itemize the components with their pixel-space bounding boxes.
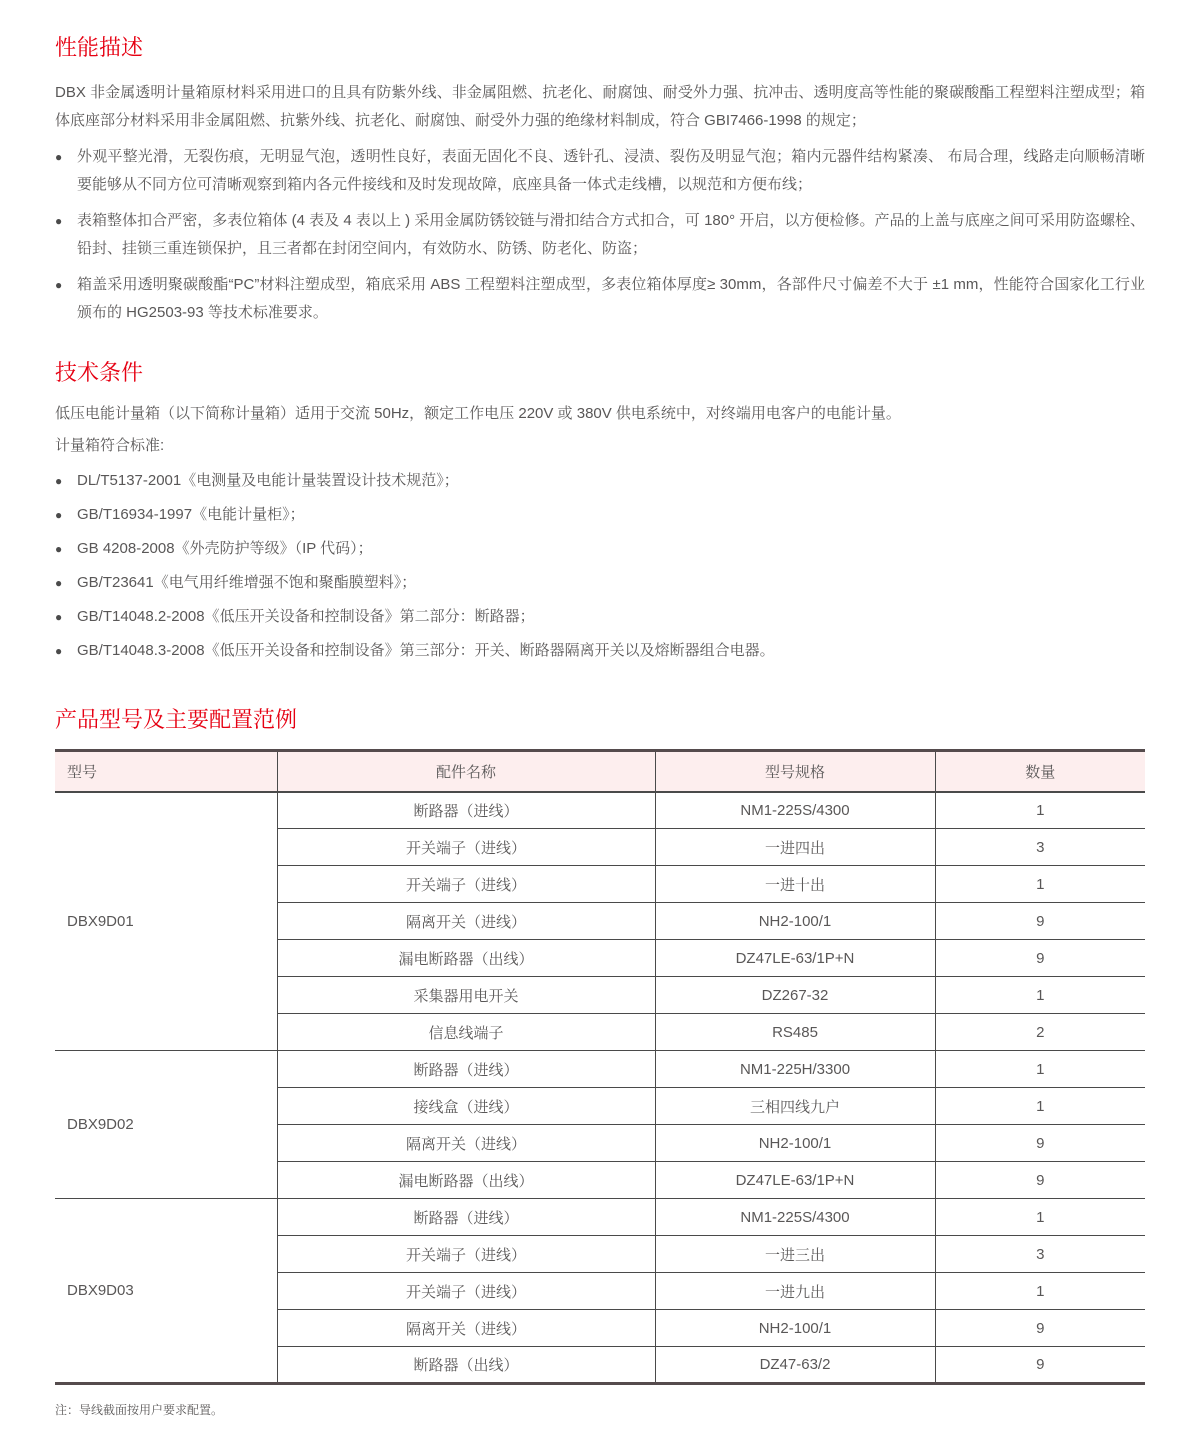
spec-cell: RS485 (655, 1014, 935, 1051)
spec-cell: 一进三出 (655, 1236, 935, 1273)
qty-cell: 1 (935, 866, 1145, 903)
standard-item (55, 464, 1145, 498)
spec-cell: NM1-225H/3300 (655, 1051, 935, 1088)
standard-item (55, 532, 1145, 566)
models-section-title: 产品型号及主要配置范例 (55, 707, 298, 732)
bullet-icon: ● (55, 576, 63, 590)
part-name-cell: 漏电断路器（出线） (277, 1162, 655, 1199)
spec-cell: NM1-225S/4300 (655, 792, 935, 829)
technical-paragraph: 低压电能计量箱（以下简称计量箱）适用于交流 50Hz，额定工作电压 220V 或 380V 供电系统中，对终端用电客户的电能计量。 (55, 405, 901, 422)
spec-cell: 一进十出 (655, 866, 935, 903)
part-name-cell: 断路器（进线） (277, 1051, 655, 1088)
table-body (55, 792, 1145, 1384)
spec-cell: DZ47LE-63/1P+N (655, 1162, 935, 1199)
model-cell: DBX9D01 (55, 792, 277, 1051)
standards-list (55, 464, 1145, 668)
table-row (55, 792, 1145, 829)
bullet-icon: ● (55, 508, 63, 522)
section-models (55, 704, 1145, 1418)
standard-item-text: GB/T16934-1997《电能计量柜》； (77, 506, 305, 523)
standard-item (55, 566, 1145, 600)
part-name-cell: 开关端子（进线） (277, 866, 655, 903)
spec-cell: DZ47-63/2 (655, 1347, 935, 1384)
part-name-cell: 隔离开关（进线） (277, 903, 655, 940)
bullet-icon: ● (55, 610, 63, 624)
part-name-cell: 开关端子（进线） (277, 1236, 655, 1273)
standard-item-text: GB/T23641《电气用纤维增强不饱和聚酯膜塑料》； (77, 574, 417, 591)
spec-cell: 三相四线九户 (655, 1088, 935, 1125)
qty-cell: 1 (935, 1273, 1145, 1310)
table-row (55, 1199, 1145, 1236)
model-cell: DBX9D02 (55, 1051, 277, 1199)
qty-cell: 9 (935, 1347, 1145, 1384)
spec-cell: NH2-100/1 (655, 1125, 935, 1162)
spec-cell: NM1-225S/4300 (655, 1199, 935, 1236)
standard-item-text: GB 4208-2008《外壳防护等级》（IP 代码）； (77, 540, 373, 557)
part-name-cell: 隔离开关（进线） (277, 1125, 655, 1162)
performance-bullet-text: 箱盖采用透明聚碳酸酯“PC”材料注塑成型，箱底采用 ABS 工程塑料注塑成型，多表位箱体厚度≥ 30mm，各部件尺寸偏差不大于 ±1 mm，性能符合国家化工行业颁布的 HG2503-93 等技术标准要求。 (77, 276, 1145, 321)
standards-label: 计量箱符合标准: (55, 437, 165, 454)
spec-cell: 一进四出 (655, 829, 935, 866)
part-name-cell: 隔离开关（进线） (277, 1310, 655, 1347)
qty-cell: 2 (935, 1014, 1145, 1051)
bullet-icon: ● (55, 150, 63, 164)
section-technical (55, 357, 1145, 668)
performance-bullet-text: 外观平整光滑，无裂伤痕，无明显气泡，透明性良好，表面无固化不良、透针孔、浸渍、裂伤及明显气泡；箱内元器件结构紧凑、 布局合理，线路走向顺畅清晰要能够从不同方位可清晰观察到箱内各元件接线和及时发现故障，底座具备一体式走线槽，以规范和方便布线； (77, 148, 1145, 193)
qty-cell: 3 (935, 829, 1145, 866)
part-name-cell: 采集器用电开关 (277, 977, 655, 1014)
column-header-model: 型号 (55, 751, 277, 792)
part-name-cell: 断路器（出线） (277, 1347, 655, 1384)
standard-item-text: GB/T14048.3-2008《低压开关设备和控制设备》第三部分：开关、断路器隔离开关以及熔断器组合电器。 (77, 642, 775, 659)
bullet-icon: ● (55, 542, 63, 556)
performance-bullet (55, 143, 1145, 199)
part-name-cell: 断路器（进线） (277, 792, 655, 829)
spec-cell: 一进九出 (655, 1273, 935, 1310)
part-name-cell: 断路器（进线） (277, 1199, 655, 1236)
column-header-part-name: 配件名称 (277, 751, 655, 792)
table-header-row (55, 751, 1145, 792)
bullet-icon: ● (55, 474, 63, 488)
standard-item (55, 634, 1145, 668)
spec-cell: NH2-100/1 (655, 1310, 935, 1347)
column-header-qty: 数量 (935, 751, 1145, 792)
bullet-icon: ● (55, 644, 63, 658)
qty-cell: 9 (935, 1125, 1145, 1162)
bullet-icon: ● (55, 278, 63, 292)
qty-cell: 3 (935, 1236, 1145, 1273)
qty-cell: 9 (935, 940, 1145, 977)
qty-cell: 1 (935, 977, 1145, 1014)
configuration-table (55, 749, 1145, 1385)
qty-cell: 9 (935, 1310, 1145, 1347)
performance-bullet (55, 271, 1145, 327)
qty-cell: 9 (935, 903, 1145, 940)
standard-item (55, 498, 1145, 532)
performance-section-title: 性能描述 (55, 35, 144, 60)
spec-cell: NH2-100/1 (655, 903, 935, 940)
part-name-cell: 漏电断路器（出线） (277, 940, 655, 977)
performance-bullet-text: 表箱整体扣合严密，多表位箱体 (4 表及 4 表以上 ) 采用金属防锈铰链与滑扣结合方式扣合，可 180° 开启，以方便检修。产品的上盖与底座之间可采用防盗螺栓、铅封、挂锁三重连锁保护，且三者都在封闭空间内，有效防水、防锈、防老化、防盗； (77, 212, 1146, 257)
spec-cell: DZ267-32 (655, 977, 935, 1014)
part-name-cell: 开关端子（进线） (277, 829, 655, 866)
qty-cell: 1 (935, 1199, 1145, 1236)
part-name-cell: 信息线端子 (277, 1014, 655, 1051)
section-performance (55, 32, 1145, 327)
performance-bullet-list (55, 143, 1145, 327)
qty-cell: 9 (935, 1162, 1145, 1199)
standard-item (55, 600, 1145, 634)
bullet-icon: ● (55, 214, 63, 228)
table-row (55, 1051, 1145, 1088)
column-header-spec: 型号规格 (655, 751, 935, 792)
part-name-cell: 接线盒（进线） (277, 1088, 655, 1125)
technical-section-title: 技术条件 (55, 360, 144, 385)
model-cell: DBX9D03 (55, 1199, 277, 1384)
qty-cell: 1 (935, 1088, 1145, 1125)
table-footnote: 注：导线截面按用户要求配置。 (55, 1403, 224, 1417)
spec-cell: DZ47LE-63/1P+N (655, 940, 935, 977)
performance-bullet (55, 207, 1145, 263)
standard-item-text: GB/T14048.2-2008《低压开关设备和控制设备》第二部分：断路器； (77, 608, 535, 625)
qty-cell: 1 (935, 1051, 1145, 1088)
qty-cell: 1 (935, 792, 1145, 829)
part-name-cell: 开关端子（进线） (277, 1273, 655, 1310)
performance-intro-paragraph: DBX 非金属透明计量箱原材料采用进口的且具有防紫外线、非金属阻燃、抗老化、耐腐蚀、耐受外力强、抗冲击、透明度高等性能的聚碳酸酯工程塑料注塑成型；箱体底座部分材料采用非金属阻燃、抗紫外线、抗老化、耐腐蚀、耐受外力强的绝缘材料制成，符合 GBI7466-1998 的规定； (55, 84, 1145, 129)
standard-item-text: DL/T5137-2001《电测量及电能计量装置设计技术规范》； (77, 472, 459, 489)
